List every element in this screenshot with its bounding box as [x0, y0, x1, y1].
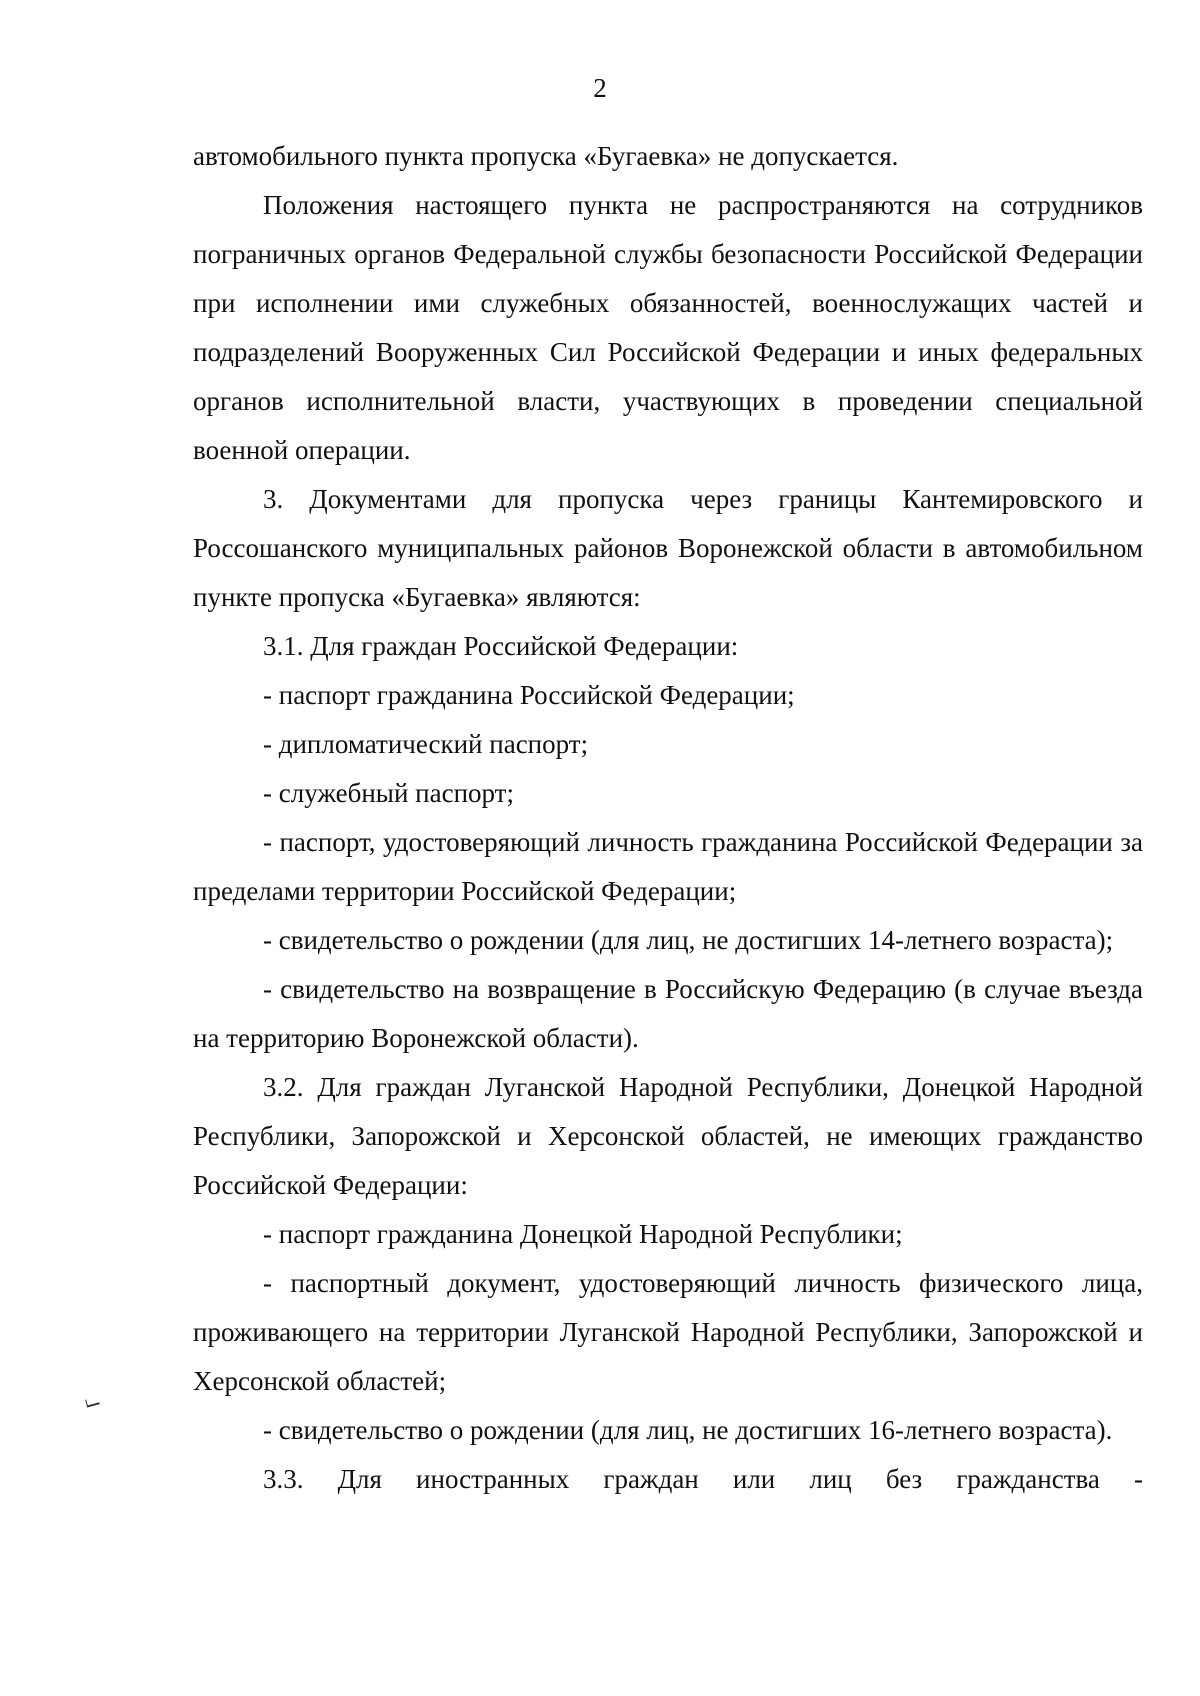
paragraph-section-3-1: 3.1. Для граждан Российской Федерации: [263, 631, 739, 661]
list-item: - паспорт гражданина Российской Федерации; [263, 680, 795, 710]
list-item: - паспорт, удостоверяющий личность гражданина Российской Федерации за пределами территории Российской Федерации; [193, 827, 1143, 906]
list-item: - свидетельство о рождении (для лиц, не достигших 16-летнего возраста). [263, 1415, 1113, 1445]
paragraph-section-3-3: 3.3. Для иностранных граждан или лиц без гражданства - [263, 1464, 1143, 1494]
paragraph-continuation: автомобильного пункта пропуска «Бугаевка» не допускается. [193, 141, 899, 171]
paragraph-exemptions: Положения настоящего пункта не распространяются на сотрудников пограничных органов Федеральной службы безопасности Российской Федерации при исполнении ими служебных обязанностей, военнослужащих частей и подразделений Вооруженных Сил Российской Федерации и иных федеральных органов исполнительной власти, участвующих в проведении специальной военной операции. [193, 190, 1143, 465]
list-item: - свидетельство на возвращение в Российскую Федерацию (в случае въезда на территорию Воронежской области). [193, 974, 1143, 1053]
list-item: - дипломатический паспорт; [263, 729, 589, 759]
list-item: - паспорт гражданина Донецкой Народной Республики; [263, 1219, 903, 1249]
list-item: - служебный паспорт; [263, 778, 514, 808]
list-item: - свидетельство о рождении (для лиц, не достигших 14-летнего возраста); [263, 925, 1114, 955]
document-body [193, 132, 1143, 1504]
paragraph-section-3-2: 3.2. Для граждан Луганской Народной Республики, Донецкой Народной Республики, Запорожской и Херсонской областей, не имеющих гражданство Российской Федерации: [193, 1072, 1143, 1200]
paragraph-section-3: 3. Документами для пропуска через границы Кантемировского и Россошанского муниципальных районов Воронежской области в автомобильном пункте пропуска «Бугаевка» являются: [193, 484, 1143, 612]
list-item: - паспортный документ, удостоверяющий личность физического лица, проживающего на территории Луганской Народной Республики, Запорожской и Херсонской областей; [193, 1268, 1143, 1396]
margin-pen-mark [85, 1396, 100, 1407]
page-number: 2 [593, 73, 607, 103]
